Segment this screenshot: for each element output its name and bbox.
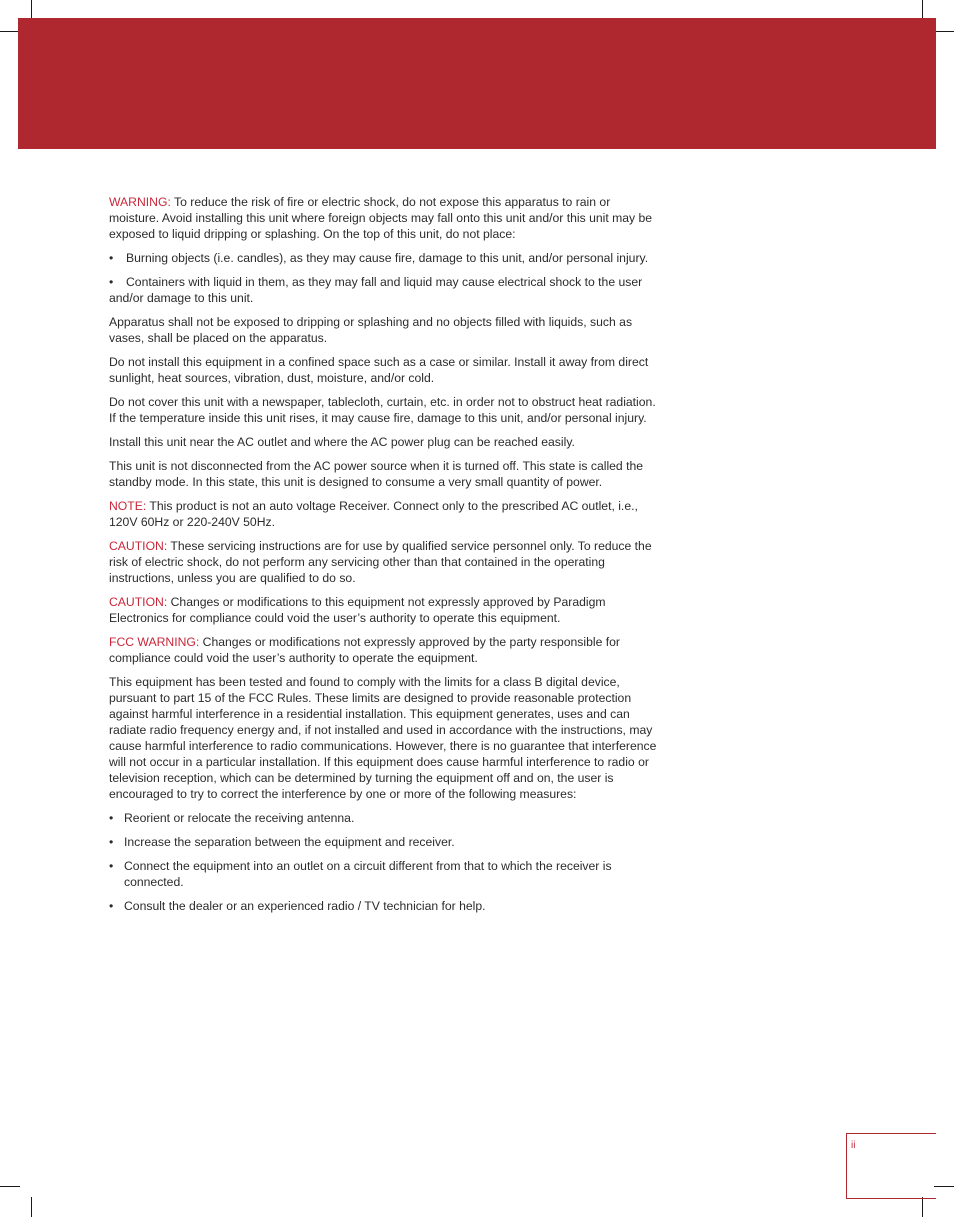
warning-text: To reduce the risk of fire or electric shock, do not expose this apparatus to rain or moisture. Avoid installing this unit where foreign objects may fall onto this unit and/or this unit may be exposed to liquid dripping or splashing. On the top of this unit, do not place: <box>109 195 653 241</box>
list-item <box>109 834 661 850</box>
list-item-text: Reorient or relocate the receiving antenna. <box>124 811 355 825</box>
warning-paragraph <box>109 194 661 242</box>
caution-label: CAUTION: <box>109 595 168 609</box>
caution-paragraph <box>109 538 661 586</box>
crop-mark <box>31 0 32 20</box>
crop-mark <box>922 1197 923 1217</box>
crop-mark <box>0 1186 20 1187</box>
bullet-icon: • <box>109 899 114 913</box>
outlet-paragraph: Install this unit near the AC outlet and where the AC power plug can be reached easily. <box>109 435 575 449</box>
crop-mark <box>922 0 923 20</box>
fcc-warning-label: FCC WARNING: <box>109 635 200 649</box>
standby-paragraph: This unit is not disconnected from the AC power source when it is turned off. This state is called the standby mode. In this state, this unit is designed to consume a very small quantity of power. <box>109 459 644 489</box>
note-label: NOTE: <box>109 499 147 513</box>
list-item-text: Increase the separation between the equipment and receiver. <box>124 835 455 849</box>
fcc-warning-paragraph <box>109 634 661 666</box>
bullet-icon: • <box>109 251 114 265</box>
list-item <box>109 858 661 890</box>
bullet-icon: • <box>109 811 114 825</box>
crop-mark <box>934 31 954 32</box>
cover-paragraph: Do not cover this unit with a newspaper, tablecloth, curtain, etc. in order not to obstruct heat radiation. If the temperature inside this unit rises, it may cause fire, damage to this unit, and/or personal injury. <box>109 395 656 425</box>
list-item <box>109 274 661 306</box>
fcc-warning-text: Changes or modifications not expressly approved by the party responsible for compliance could void the user’s authority to operate the equipment. <box>109 635 620 665</box>
caution-text: These servicing instructions are for use by qualified service personnel only. To reduce the risk of electric shock, do not perform any servicing other than that contained in the operating instructions, unless you are qualified to do so. <box>109 539 652 585</box>
crop-mark <box>934 1186 954 1187</box>
page-number-box <box>846 1133 936 1199</box>
list-item-text: Connect the equipment into an outlet on a circuit different from that to which the receiver is connected. <box>124 859 612 889</box>
list-item <box>109 810 661 826</box>
list-item <box>109 898 661 914</box>
caution-label: CAUTION: <box>109 539 168 553</box>
list-item-text: Burning objects (i.e. candles), as they may cause fire, damage to this unit, and/or personal injury. <box>126 251 649 265</box>
caution-paragraph <box>109 594 661 626</box>
page-number: ii <box>851 1140 856 1151</box>
confined-space-paragraph: Do not install this equipment in a confined space such as a case or similar. Install it away from direct sunlight, heat sources, vibration, dust, moisture, and/or cold. <box>109 355 649 385</box>
safety-content <box>109 194 661 922</box>
bullet-icon: • <box>109 275 114 289</box>
note-paragraph <box>109 498 661 530</box>
note-text: This product is not an auto voltage Receiver. Connect only to the prescribed AC outlet, i.e., 120V 60Hz or 220-240V 50Hz. <box>109 499 638 529</box>
fcc-rules-paragraph: This equipment has been tested and found to comply with the limits for a class B digital device, pursuant to part 15 of the FCC Rules. These limits are designed to provide reasonable protection against harmful interference in a residential installation. This equipment generates, uses and can radiate radio frequency energy and, if not installed and used in accordance with the instructions, may cause harmful interference to radio communications. However, there is no guarantee that interference will not occur in a particular installation. If this equipment does cause harmful interference to radio or television reception, which can be determined by turning the equipment off and on, the user is encouraged to try to correct the interference by one or more of the following measures: <box>109 675 657 801</box>
crop-mark <box>0 31 20 32</box>
header-banner <box>18 18 936 149</box>
warning-label: WARNING: <box>109 195 171 209</box>
list-item-text: Containers with liquid in them, as they may fall and liquid may cause electrical shock to the user and/or damage to this unit. <box>109 275 643 305</box>
list-item-text: Consult the dealer or an experienced radio / TV technician for help. <box>124 899 486 913</box>
dripping-paragraph: Apparatus shall not be exposed to dripping or splashing and no objects filled with liquids, such as vases, shall be placed on the apparatus. <box>109 315 633 345</box>
caution-text: Changes or modifications to this equipment not expressly approved by Paradigm Electronics for compliance could void the user’s authority to operate this equipment. <box>109 595 606 625</box>
crop-mark <box>31 1197 32 1217</box>
bullet-icon: • <box>109 835 114 849</box>
list-item <box>109 250 661 266</box>
bullet-icon: • <box>109 859 114 873</box>
